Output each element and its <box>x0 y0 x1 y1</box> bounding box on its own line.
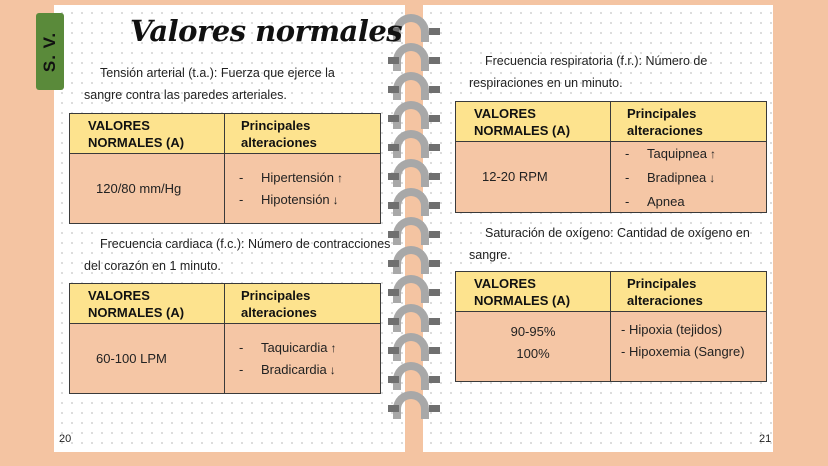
alteration-item: - Hipotensión ↓ <box>239 191 339 207</box>
spiral-ring-icon <box>387 304 443 324</box>
spiral-ring-icon <box>387 333 443 353</box>
oxygen-saturation-table <box>455 271 767 382</box>
description-line: sangre contra las paredes arteriales. <box>84 88 287 102</box>
table-row <box>456 142 766 212</box>
spiral-ring-icon <box>387 391 443 411</box>
header-normal-values: VALORES NORMALES (A) <box>70 114 225 153</box>
blood-pressure-table <box>69 113 381 224</box>
arrow-down-icon: ↓ <box>329 362 336 377</box>
alteration-item: - Hipoxemia (Sangre) <box>621 344 745 359</box>
table-header-row <box>70 284 380 324</box>
spiral-ring-icon <box>387 362 443 382</box>
description-line: Tensión arterial (t.a.): Fuerza que ejerce la <box>100 66 335 80</box>
alteration-item: - Hipertensión ↑ <box>239 169 343 185</box>
oxygen-saturation-description <box>469 222 750 266</box>
spiral-ring-icon <box>387 159 443 179</box>
normal-value-cell <box>70 324 225 393</box>
normal-value-cell <box>456 312 611 381</box>
table-row <box>70 324 380 393</box>
description-line: Frecuencia cardiaca (f.c.): Número de contracciones <box>100 237 391 251</box>
normal-value: 100% <box>516 346 550 361</box>
heart-rate-table <box>69 283 381 394</box>
table-header-row <box>456 102 766 142</box>
alterations-cell <box>611 142 716 212</box>
page-number-right: 21 <box>759 433 772 445</box>
alterations-cell <box>225 154 343 223</box>
normal-value: 60-100 LPM <box>96 350 167 366</box>
header-normal-values: VALORES NORMALES (A) <box>456 102 611 141</box>
page-number-left: 20 <box>59 433 72 445</box>
header-normal-values: VALORES NORMALES (A) <box>70 284 225 323</box>
page-title: Valores normales <box>130 14 403 48</box>
arrow-up-icon: ↑ <box>337 170 343 185</box>
alteration-item: - Bradicardia ↓ <box>239 361 336 377</box>
heart-rate-description <box>84 233 390 277</box>
description-line: del corazón en 1 minuto. <box>84 259 221 273</box>
description-line: Saturación de oxígeno: Cantidad de oxígeno en <box>485 226 750 240</box>
normal-value: 12-20 RPM <box>482 169 548 184</box>
section-tab <box>36 13 64 90</box>
arrow-down-icon: ↓ <box>332 192 339 207</box>
header-alterations: Principales alteraciones <box>627 276 703 308</box>
description-line: Frecuencia respiratoria (f.r.): Número de <box>485 54 708 68</box>
respiratory-rate-table <box>455 101 767 213</box>
header-alterations: Principales alteraciones <box>627 106 703 138</box>
arrow-down-icon: ↓ <box>709 170 716 185</box>
spiral-ring-icon <box>387 246 443 266</box>
arrow-up-icon: ↑ <box>710 146 716 161</box>
normal-value-cell <box>456 142 611 212</box>
table-row <box>70 154 380 223</box>
table-header-row <box>70 114 380 154</box>
spiral-ring-icon <box>387 101 443 121</box>
section-tab-label: S. V. <box>40 31 60 72</box>
description-line: respiraciones en un minuto. <box>469 76 623 90</box>
spiral-ring-icon <box>387 188 443 208</box>
alterations-cell <box>225 324 337 393</box>
header-alterations: Principales alteraciones <box>241 288 317 320</box>
normal-value-cell <box>70 154 225 223</box>
respiratory-rate-description <box>469 50 707 94</box>
arrow-up-icon: ↑ <box>330 340 337 355</box>
header-normal-values: VALORES NORMALES (A) <box>456 272 611 311</box>
spiral-ring-icon <box>387 275 443 295</box>
alteration-item: - Hipoxia (tejidos) <box>621 322 723 337</box>
alteration-item: - Bradipnea ↓ <box>625 169 716 185</box>
alteration-item: - Taquicardia ↑ <box>239 339 337 355</box>
spiral-ring-icon <box>387 130 443 150</box>
alteration-item: - Apnea <box>625 193 685 209</box>
normal-value: 90-95% <box>510 324 556 339</box>
description-line: sangre. <box>469 248 511 262</box>
alterations-cell <box>611 312 745 381</box>
normal-value: 120/80 mm/Hg <box>96 180 182 196</box>
blood-pressure-description <box>84 62 335 106</box>
spiral-ring-icon <box>387 217 443 237</box>
alteration-item: - Taquipnea ↑ <box>625 145 716 161</box>
header-alterations: Principales alteraciones <box>241 118 317 150</box>
table-header-row <box>456 272 766 312</box>
table-row <box>456 312 766 381</box>
spiral-ring-icon <box>387 72 443 92</box>
